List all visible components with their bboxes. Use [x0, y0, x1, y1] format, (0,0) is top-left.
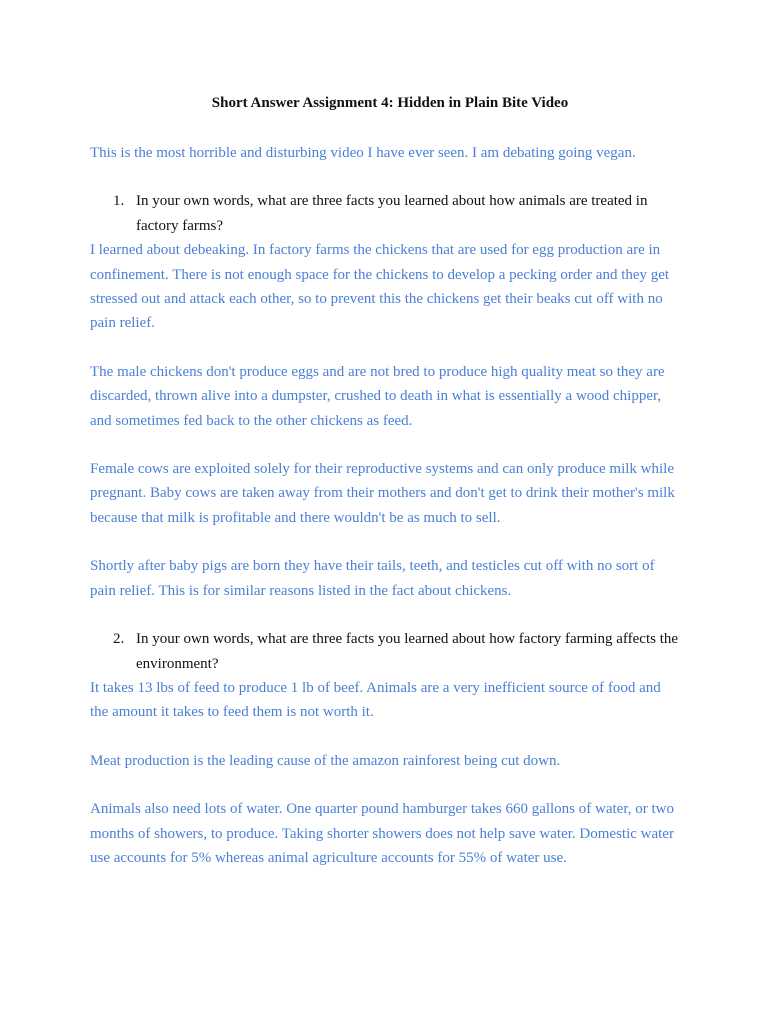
question-text: In your own words, what are three facts you learned about how animals are treated in factory farms?: [136, 193, 648, 234]
question-2: [90, 627, 680, 676]
document-title: Short Answer Assignment 4: Hidden in Plain Bite Video: [211, 95, 569, 111]
document-page: [90, 90, 680, 870]
question-number: 2.: [113, 631, 125, 648]
spacer: [90, 165, 680, 189]
question-number: 1.: [113, 193, 125, 210]
spacer: [90, 725, 680, 749]
answer-paragraph: Meat production is the leading cause of the amazon rainforest being cut down.: [90, 752, 561, 769]
spacer: [90, 336, 680, 360]
answer-paragraph: It takes 13 lbs of feed to produce 1 lb of beef. Animals are a very inefficient source of food and the amount it takes to feed them is not worth it.: [90, 679, 661, 721]
question-text: In your own words, what are three facts you learned about how factory farming affects the environment?: [136, 631, 679, 672]
answer-paragraph: The male chickens don't produce eggs and are not bred to produce high quality meat so they are discarded, thrown alive into a dumpster, crushed to death in what is essentially a wood chipper, and sometimes fed back to the other chickens as feed.: [90, 363, 665, 429]
answer-paragraph: Animals also need lots of water. One quarter pound hamburger takes 660 gallons of water, or two months of showers, to produce. Taking shorter showers does not help save water. Domestic water use accounts for 5% whereas animal agriculture accounts for 55% of water use.: [90, 801, 674, 866]
spacer: [90, 433, 680, 457]
spacer: [90, 603, 680, 627]
spacer: [90, 773, 680, 797]
spacer: [90, 530, 680, 554]
answer-paragraph: Female cows are exploited solely for their reproductive systems and can only produce milk while pregnant. Baby cows are taken away from their mothers and don't get to drink their mother's milk because that milk is profitable and there wouldn't be as much to sell.: [90, 461, 675, 526]
answer-paragraph: I learned about debeaking. In factory farms the chickens that are used for egg production are in confinement. There is not enough space for the chickens to develop a pecking order and they get stressed out and attack each other, so to prevent this the chickens get their beaks cut off with no pain relief.: [90, 242, 670, 332]
question-1: [90, 189, 680, 238]
answer-paragraph: Shortly after baby pigs are born they have their tails, teeth, and testicles cut off with no sort of pain relief. This is for similar reasons listed in the fact about chickens.: [90, 558, 655, 599]
intro-paragraph: This is the most horrible and disturbing video I have ever seen. I am debating going vegan.: [90, 145, 636, 161]
